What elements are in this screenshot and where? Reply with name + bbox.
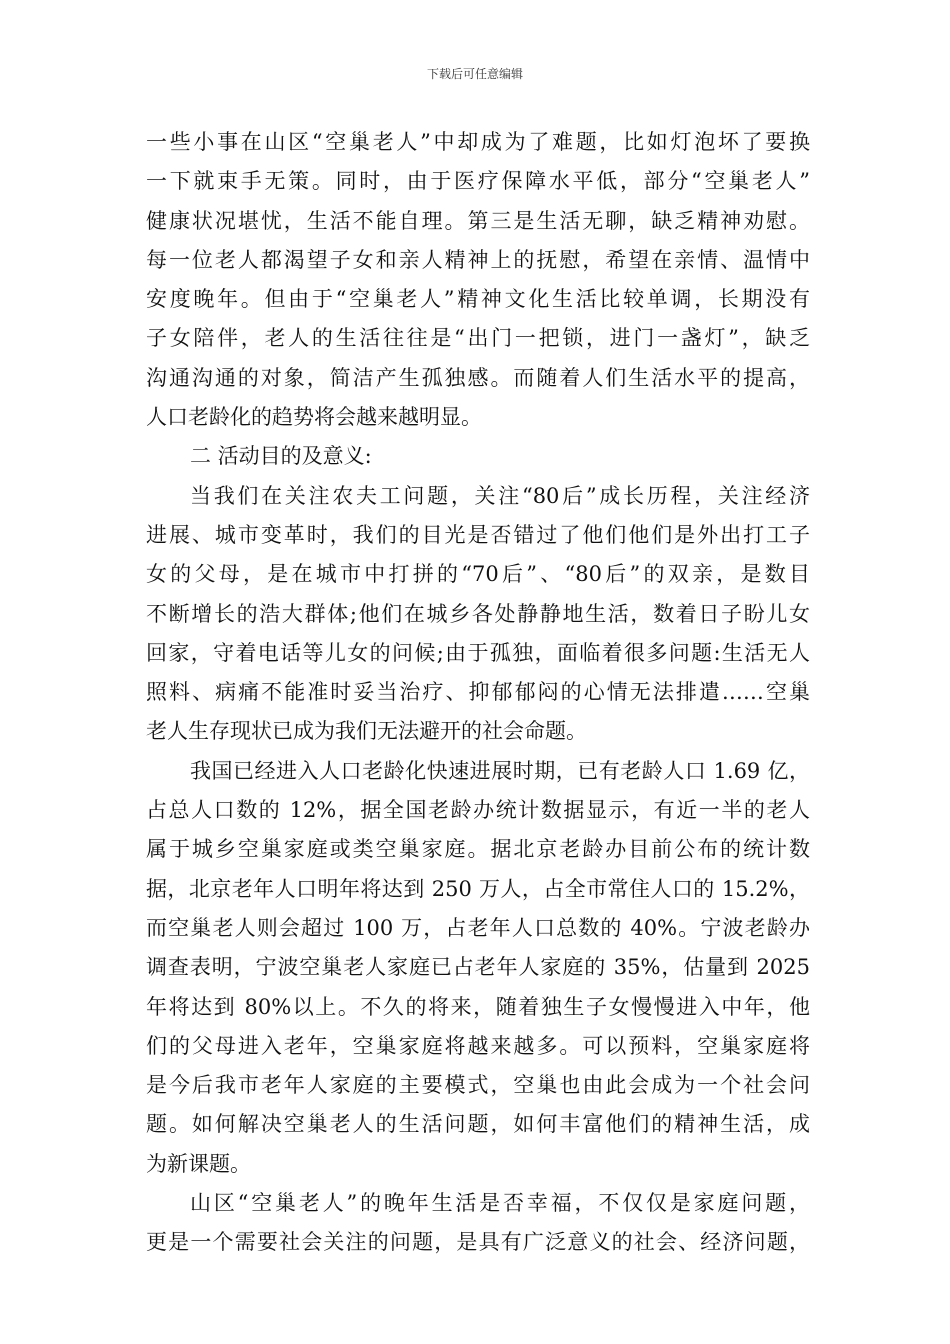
text-line: 一些小事在山区“空巢老人”中却成为了难题，比如灯泡坏了要换 — [146, 130, 810, 154]
text-line: 二 活动目的及意义: — [190, 444, 372, 469]
text-line: 不断增长的浩大群体;他们在城乡各处静静地生活，数着日子盼儿女 — [146, 601, 810, 626]
text-line: 进展、城市变革时，我们的目光是否错过了他们他们是外出打工子 — [146, 522, 810, 547]
text-line: 老人生存现状已成为我们无法避开的社会命题。 — [146, 719, 587, 744]
text-line: 当我们在关注农夫工问题，关注“80后”成长历程，关注经济 — [190, 483, 810, 508]
text-line: 而空巢老人则会超过 100 万，占老年人口总数的 40%。宁波老龄办 — [146, 915, 810, 940]
text-line: 们的父母进入老年，空巢家庭将越来越多。可以预料，空巢家庭将 — [146, 1033, 810, 1058]
text-line: 安度晚年。但由于“空巢老人”精神文化生活比较单调，长期没有 — [146, 287, 810, 312]
text-line: 子女陪伴，老人的生活往往是“出门一把锁，进门一盏灯”，缺乏 — [146, 326, 810, 351]
text-line: 属于城乡空巢家庭或类空巢家庭。据北京老龄办目前公布的统计数 — [146, 837, 810, 862]
document-body — [146, 123, 810, 1263]
text-line: 健康状况堪忧，生活不能自理。第三是生活无聊，缺乏精神劝慰。 — [146, 208, 810, 233]
text-line: 更是一个需要社会关注的问题，是具有广泛意义的社会、经济问题， — [146, 1230, 810, 1255]
text-line: 回家，守着电话等儿女的问候;由于孤独，面临着很多问题:生活无人 — [146, 640, 810, 665]
text-line: 题。如何解决空巢老人的生活问题，如何丰富他们的精神生活，成 — [146, 1112, 810, 1137]
text-line: 人口老龄化的趋势将会越来越明显。 — [146, 405, 482, 430]
text-line: 女的父母，是在城市中打拼的“70后”、“80后”的双亲，是数目 — [146, 562, 810, 587]
text-line: 照料、病痛不能准时妥当治疗、抑郁郁闷的心情无法排遣……空巢 — [146, 680, 810, 705]
text-line: 每一位老人都渴望子女和亲人精神上的抚慰，希望在亲情、温情中 — [146, 247, 810, 272]
text-line: 沟通沟通的对象，简洁产生孤独感。而随着人们生活水平的提高， — [146, 365, 810, 390]
page-header: 下载后可任意编辑 — [426, 67, 523, 81]
text-line: 调查表明，宁波空巢老人家庭已占老年人家庭的 35%，估量到 2025 — [146, 955, 810, 980]
text-line: 据，北京老年人口明年将达到 250 万人，占全市常住人口的 15.2%， — [146, 876, 810, 901]
text-line: 我国已经进入人口老龄化快速进展时期，已有老龄人口 1.69 亿， — [190, 758, 810, 783]
text-line: 是今后我市老年人家庭的主要模式，空巢也由此会成为一个社会问 — [146, 1073, 810, 1098]
text-line: 占总人口数的 12%，据全国老龄办统计数据显示，有近一半的老人 — [146, 798, 810, 823]
text-line: 一下就束手无策。同时，由于医疗保障水平低，部分“空巢老人” — [146, 169, 810, 194]
text-line: 为新课题。 — [146, 1151, 251, 1176]
text-line: 年将达到 80%以上。不久的将来，随着独生子女慢慢进入中年，他 — [146, 994, 810, 1019]
text-line: 山区“空巢老人”的晚年生活是否幸福，不仅仅是家庭问题， — [190, 1191, 810, 1216]
